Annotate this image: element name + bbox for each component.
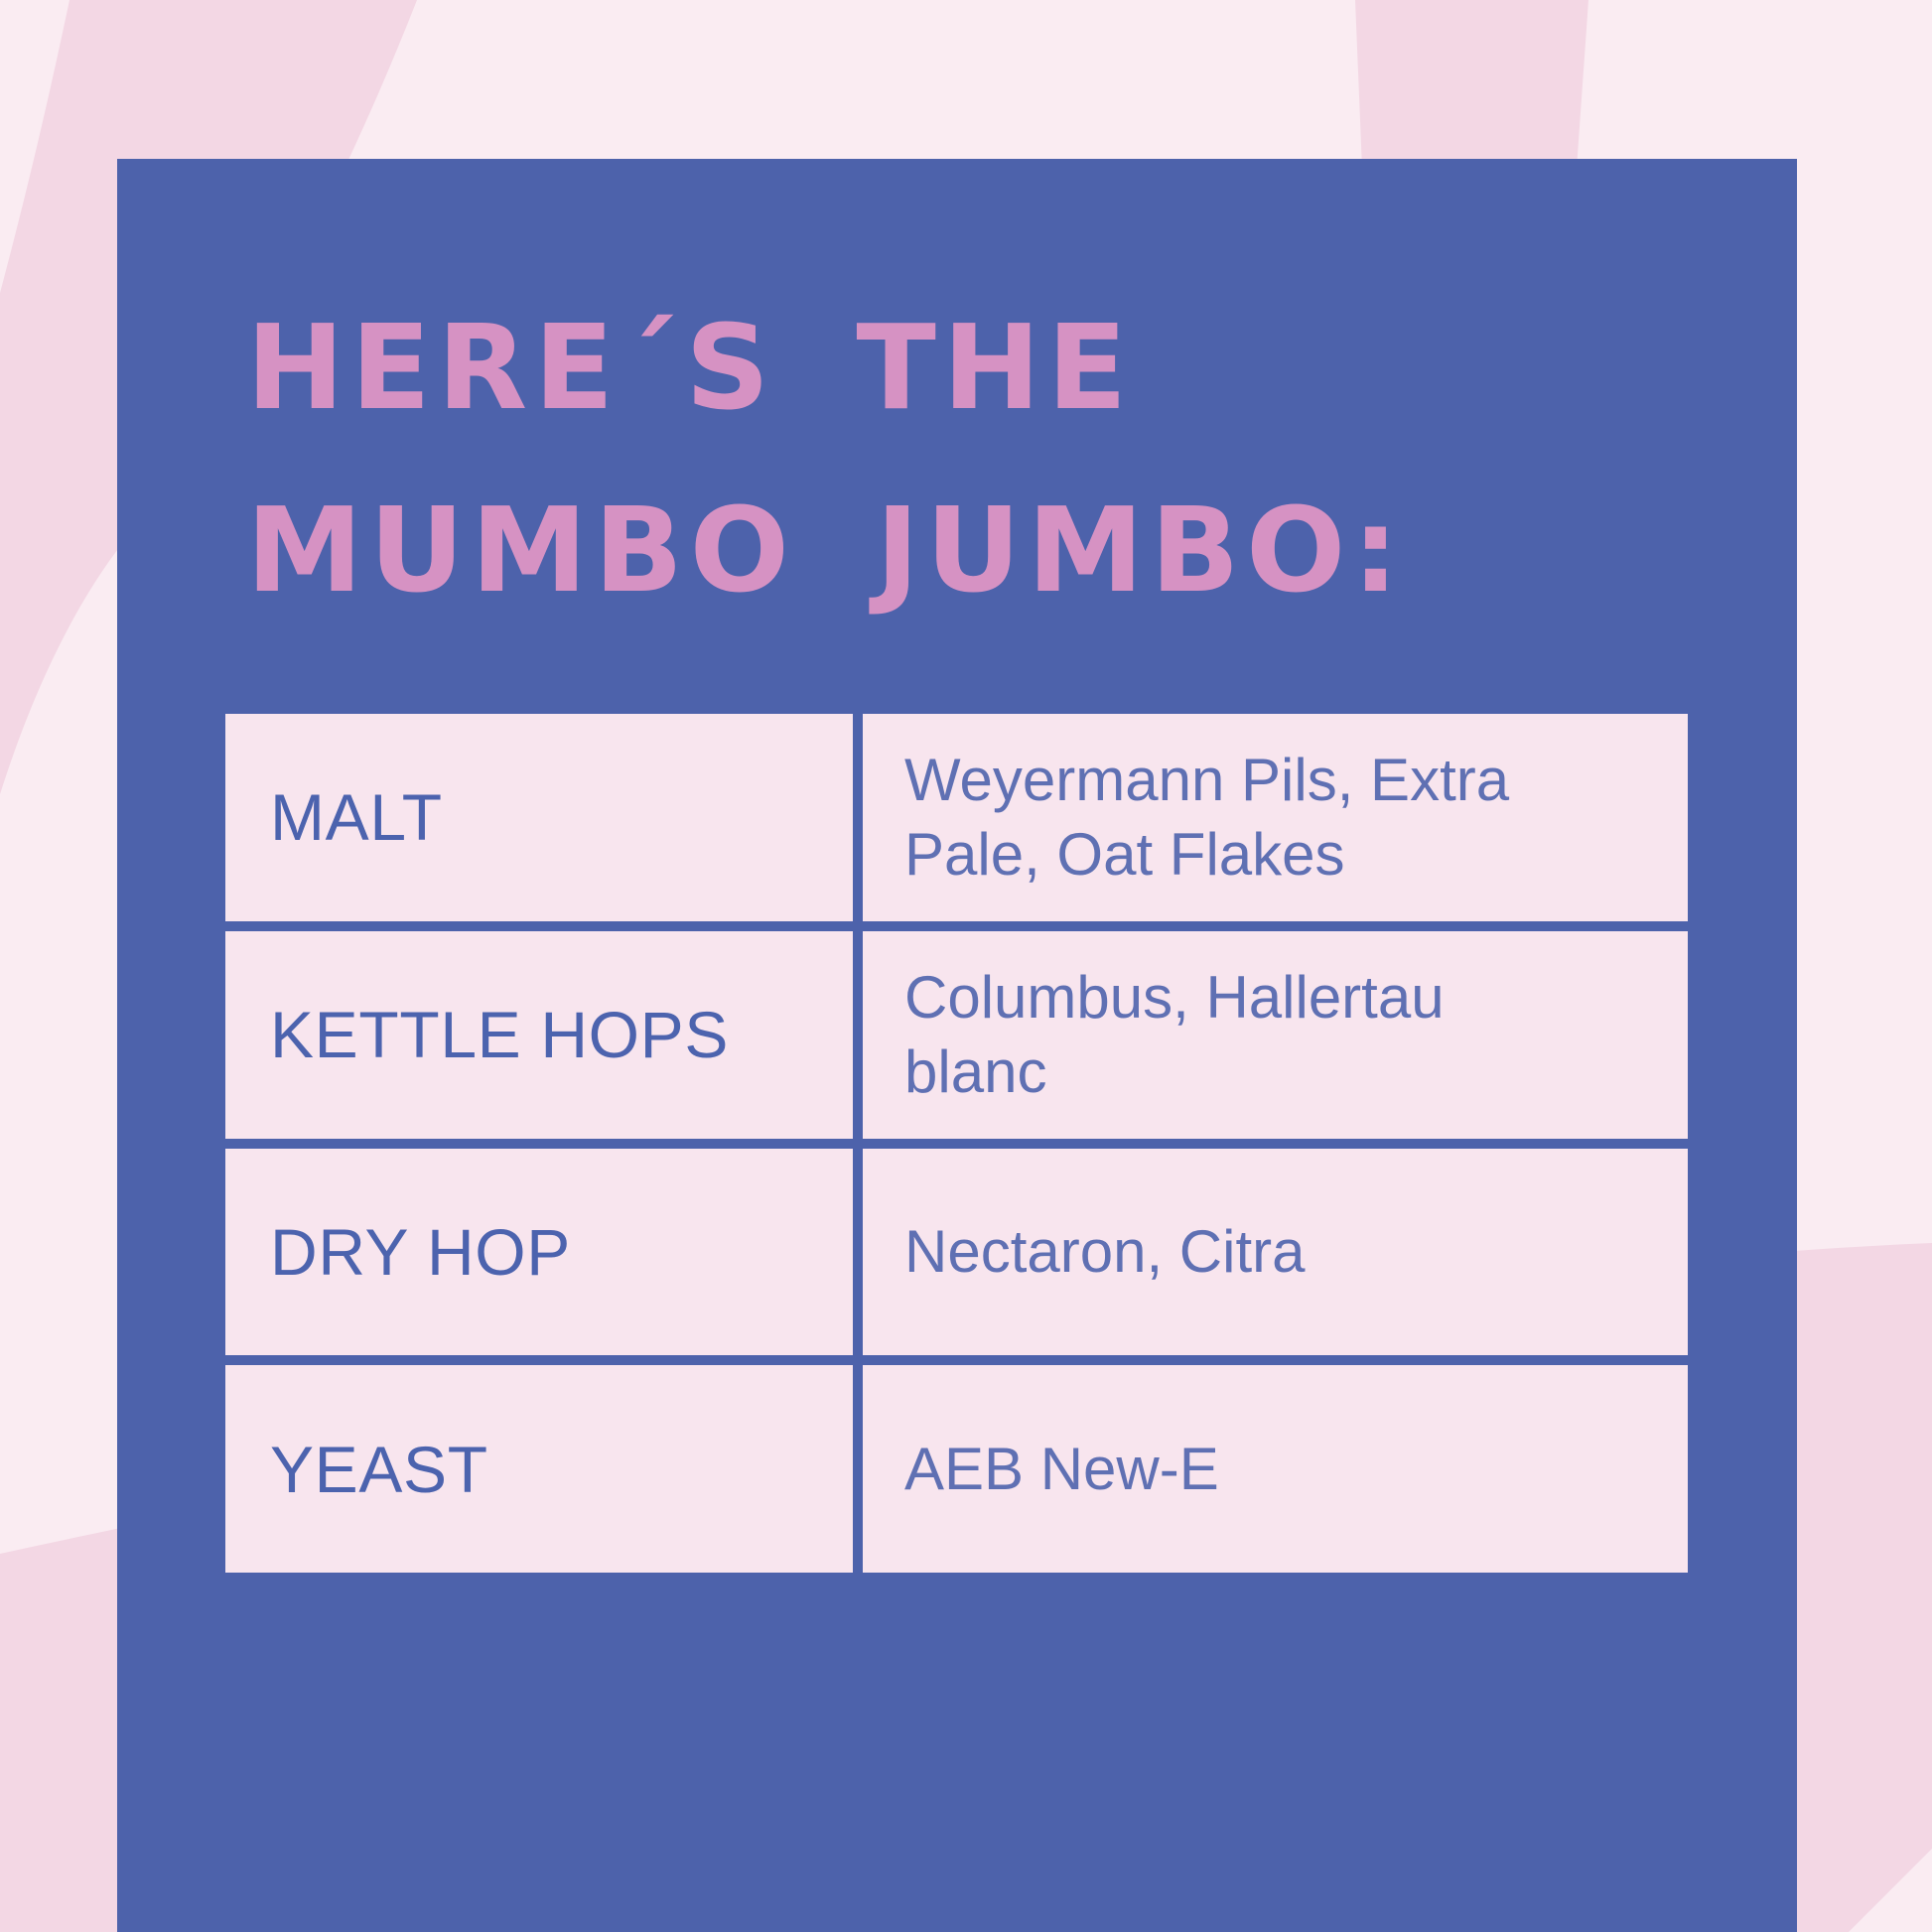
page-title-line2: MUMBO JUMBO: [246,482,1406,620]
spec-table [225,714,1688,1573]
spec-value-kettle-hops: Columbus, Hallertau blanc [863,931,1688,1139]
swoosh-top-right [1355,0,1588,169]
spec-value-yeast: AEB New-E [863,1365,1688,1573]
spec-label-dry-hop: DRY HOP [225,1149,853,1356]
page-title-line1: HERE´S THE [246,299,1134,436]
spec-value-dry-hop: Nectaron, Citra [863,1149,1688,1356]
spec-label-yeast: YEAST [225,1365,853,1573]
info-card [117,159,1797,1932]
spec-label-malt: MALT [225,714,853,921]
spec-value-malt: Weyermann Pils, Extra Pale, Oat Flakes [863,714,1688,921]
spec-label-kettle-hops: KETTLE HOPS [225,931,853,1139]
page-title [246,276,1406,641]
